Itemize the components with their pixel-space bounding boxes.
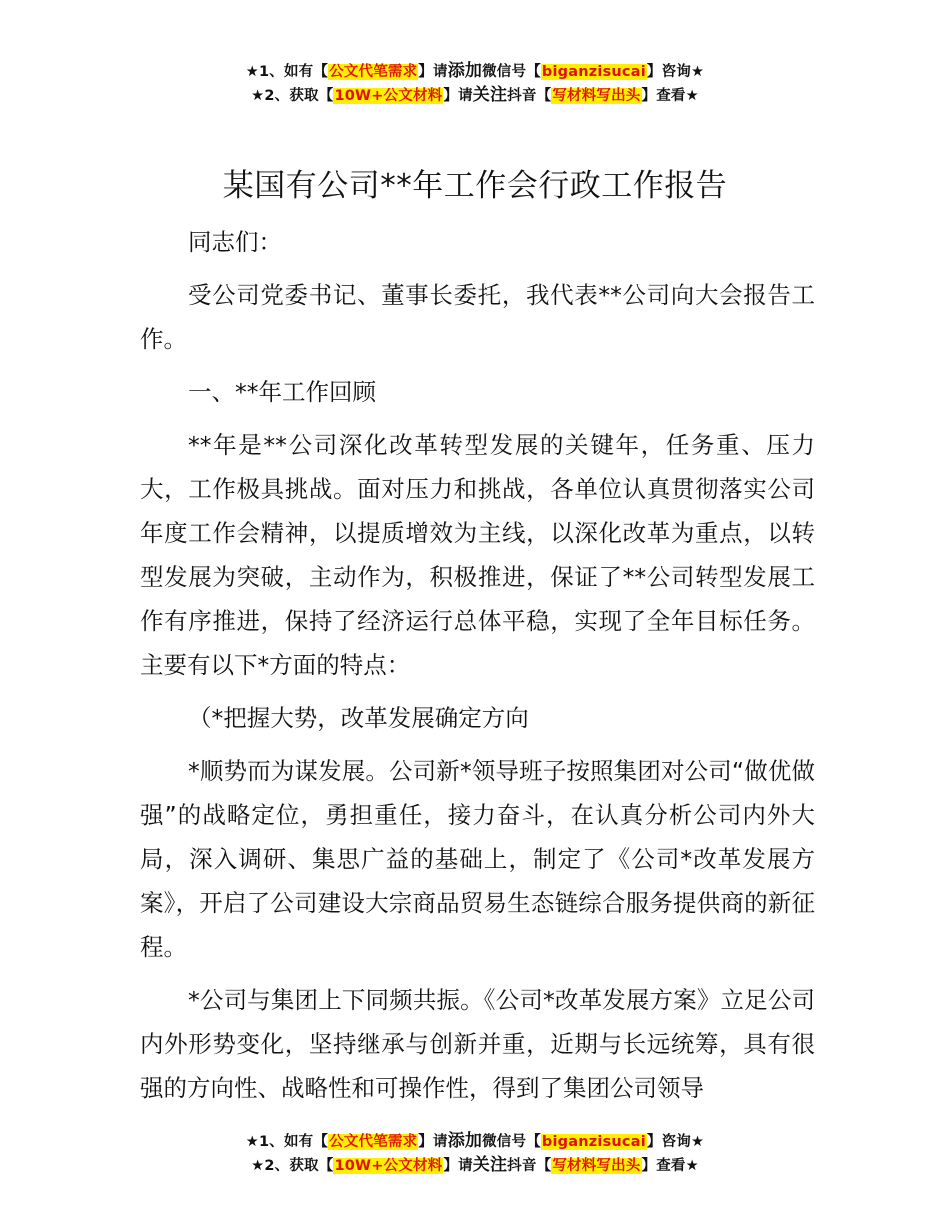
promo-highlight: 10W+公文材料 [334, 88, 443, 104]
promo-wechat-id: biganzisucai [541, 64, 646, 80]
document-title: 某国有公司**年工作会行政工作报告 [222, 168, 728, 204]
promo-highlight: 公文代笔需求 [329, 1134, 418, 1150]
promo-text: 】查看★ [641, 1158, 699, 1174]
promo-highlight: 公文代笔需求 [329, 64, 418, 80]
header-promo-banner [0, 60, 950, 108]
promo-text: ★1、如有【 [245, 1134, 329, 1150]
promo-douyin-id: 写材料写出头 [552, 88, 641, 104]
promo-text: 】请 [418, 1134, 448, 1150]
promo-line-1 [0, 1130, 950, 1154]
body-paragraph: *顺势而为谋发展。公司新*领导班子按照集团对公司“做优做强”的战略定位，勇担重任，接力奋斗，在认真分析公司内外大局，深入调研、集思广益的基础上，制定了《公司*改革发展方案》，开启了公司建设大宗商品贸易生态链综合服务提供商的新征程。 [140, 757, 815, 961]
promo-emphasis: 添加 [447, 1131, 483, 1151]
body-paragraph: **年是**公司深化改革转型发展的关键年，任务重、压力大，工作极具挑战。面对压力和挑战，各单位认真贯彻落实公司年度工作会精神，以提质增效为主线，以深化改革为重点，以转型发展为突破，主动作为，积极推进，保证了**公司转型发展工作有序推进，保持了经济运行总体平稳，实现了全年目标任务。主要有以下*方面的特点： [140, 431, 815, 679]
promo-text: 】查看★ [641, 88, 699, 104]
body-paragraph: 受公司党委书记、董事长委托，我代表**公司向大会报告工作。 [140, 281, 815, 353]
promo-text: 】咨询★ [646, 1134, 705, 1150]
promo-text: 】请 [443, 88, 473, 104]
body-paragraph: *公司与集团上下同频共振。《公司*改革发展方案》立足公司内外形势变化，坚持继承与创新并重，近期与长远统筹，具有很强的方向性、战略性和可操作性，得到了集团公司领导 [140, 986, 815, 1102]
promo-text: ★2、获取【 [251, 88, 334, 104]
promo-text: 】请 [418, 64, 448, 80]
section-heading: 一、**年工作回顾 [188, 378, 376, 406]
promo-line-2 [0, 1154, 950, 1178]
promo-line-2 [0, 84, 950, 108]
promo-emphasis: 添加 [447, 61, 483, 81]
promo-text: 】咨询★ [646, 64, 705, 80]
promo-text: 微信号【 [482, 1134, 541, 1150]
subsection-heading: （*把握大势，改革发展确定方向 [188, 704, 529, 732]
promo-text: 】请 [443, 1158, 473, 1174]
salutation: 同志们： [188, 228, 282, 256]
footer-promo-banner [0, 1130, 950, 1178]
promo-wechat-id: biganzisucai [541, 1134, 646, 1150]
document-body [140, 220, 815, 1119]
promo-douyin-id: 写材料写出头 [552, 1158, 641, 1174]
promo-text: 微信号【 [482, 64, 541, 80]
promo-line-1 [0, 60, 950, 84]
promo-text: ★1、如有【 [245, 64, 329, 80]
promo-highlight: 10W+公文材料 [334, 1158, 443, 1174]
promo-text: 抖音【 [507, 1158, 552, 1174]
promo-text: 抖音【 [507, 88, 552, 104]
promo-emphasis: 关注 [472, 1155, 508, 1175]
promo-text: ★2、获取【 [251, 1158, 334, 1174]
promo-emphasis: 关注 [472, 85, 508, 105]
